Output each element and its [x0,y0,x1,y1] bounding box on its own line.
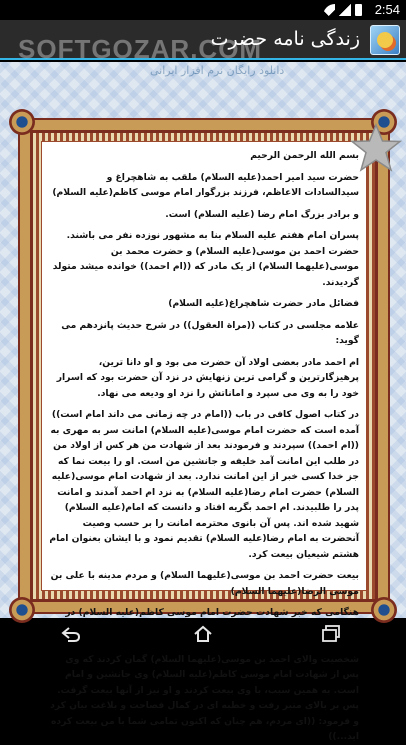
app-icon[interactable] [370,25,400,55]
article-paragraph: علامه مجلسی در کتاب ((مراة العقول)) در شرح حدیث پانزدهم می گوید: [61,319,359,346]
article-paragraph: فضائل مادر حضرت شاهچراغ(علیه السلام) [168,298,359,309]
article-panel[interactable] [41,141,367,742]
article-paragraph: هنگامی که خبر شهادت حضرت امام موسی کاظم(علیه السلام) در شخصیت والای احمد بن موسی(علیهما السلام) گمان کردند که وی پس از شهادت امام موسی کاظم(علیه السلام) وی جانشین و امام است. به همین سبب، با وی بیعت کردند و او نیز از آنها بیعت گرفت. پس بر بالای منبر رفت و خطبه ای در کمال فصاحت و بلاغت بیان کرد و فرمود: ((ای مردم، هم چنان که اکنون تمامی شما با من بیعت کرده اید...)) [50,607,359,742]
status-icons [323,4,362,16]
navigation-bar [0,618,406,650]
frame-pattern [33,133,375,742]
content-area [0,62,406,742]
article-paragraph: پسران امام هفتم علیه السلام بنا به مشهور نوزده نفر می باشند. حضرت احمد بن موسی(علیه السلام) و حضرت محمد بن موسی(علیهما السلام) از یک مادر که ((ام احمد)) خوانده میشد متولد گردیدند. [52,230,359,288]
wifi-icon [323,4,335,16]
ornamental-frame [20,120,388,742]
frame-corner-ornament [9,109,35,135]
article-paragraph: و برادر بزرگ امام رضا (علیه السلام) است. [165,208,359,220]
signal-icon [339,4,351,16]
back-icon[interactable] [60,624,82,644]
frame-corner-ornament [9,597,35,623]
battery-icon [355,4,362,16]
favorite-button[interactable] [350,122,402,174]
app-title: زندگی نامه حضرت [210,28,360,50]
status-bar [0,0,406,20]
watermark: SOFTGOZAR.COM [18,34,263,64]
article-paragraph: در کتاب اصول کافی در باب ((امام در چه زمانی می داند امام است)) آمده است که حضرت امام موسی(علیه السلام) امانت سر به مهری به ((ام احمد)) سپردند و فرمودند بعد از شهادت من هر کس از اولاد من در طلب این امانت آمد خلیفه و جانشین من است. او را بیعت نما که جز خدا کسی خبر از این امانت ندارد. بعد از شهادت امام موسی(علیه السلام) حضرت امام رضا(علیه السلام) به نزد ام احمد آمدند و امانت پدر را طلبیدند. ام احمد بگریه افتاد و دانست که امام(علیه السلام) شهید شده اند. پس آن بانوی محترمه امانت را بر حسب وصیت آنحضرت به امام رضا(علیه السلام) تقدیم نمود و با ایشان بعنوان امام هشتم شیعیان بیعت کرد. [49,409,359,560]
frame-corner-ornament [371,597,397,623]
article-paragraph: حضرت سید امیر احمد(علیه السلام) ملقب به شاهچراغ و سیدالسادات الاعاظم، فرزند بزرگوار امام موسی کاظم(علیه السلام) [52,171,359,198]
article-paragraph: بسم الله الرحمن الرحیم [250,150,359,161]
article-text [42,142,366,745]
article-paragraph: بیعت حضرت احمد بن موسی(علیهما السلام) و مردم مدینه با علی بن موسی الرضا(علیهما السلام) [50,570,359,597]
clock: 2:54 [374,2,400,17]
watermark-subtitle: دانلود رایگان نرم افزار ایرانی [150,64,285,77]
article-paragraph: ام احمد مادر بعضی اولاد آن حضرت می بود و او دانا ترین، پرهیزگارترین و گرامی ترین زنهایش در نزد آن حضرت بود که اسرار خود را به وی می سپرد و اماناتش را نزد او ودیعه می نهاد. [56,356,359,399]
recent-apps-icon[interactable] [320,624,342,644]
star-icon [350,122,402,174]
home-icon[interactable] [192,624,214,644]
